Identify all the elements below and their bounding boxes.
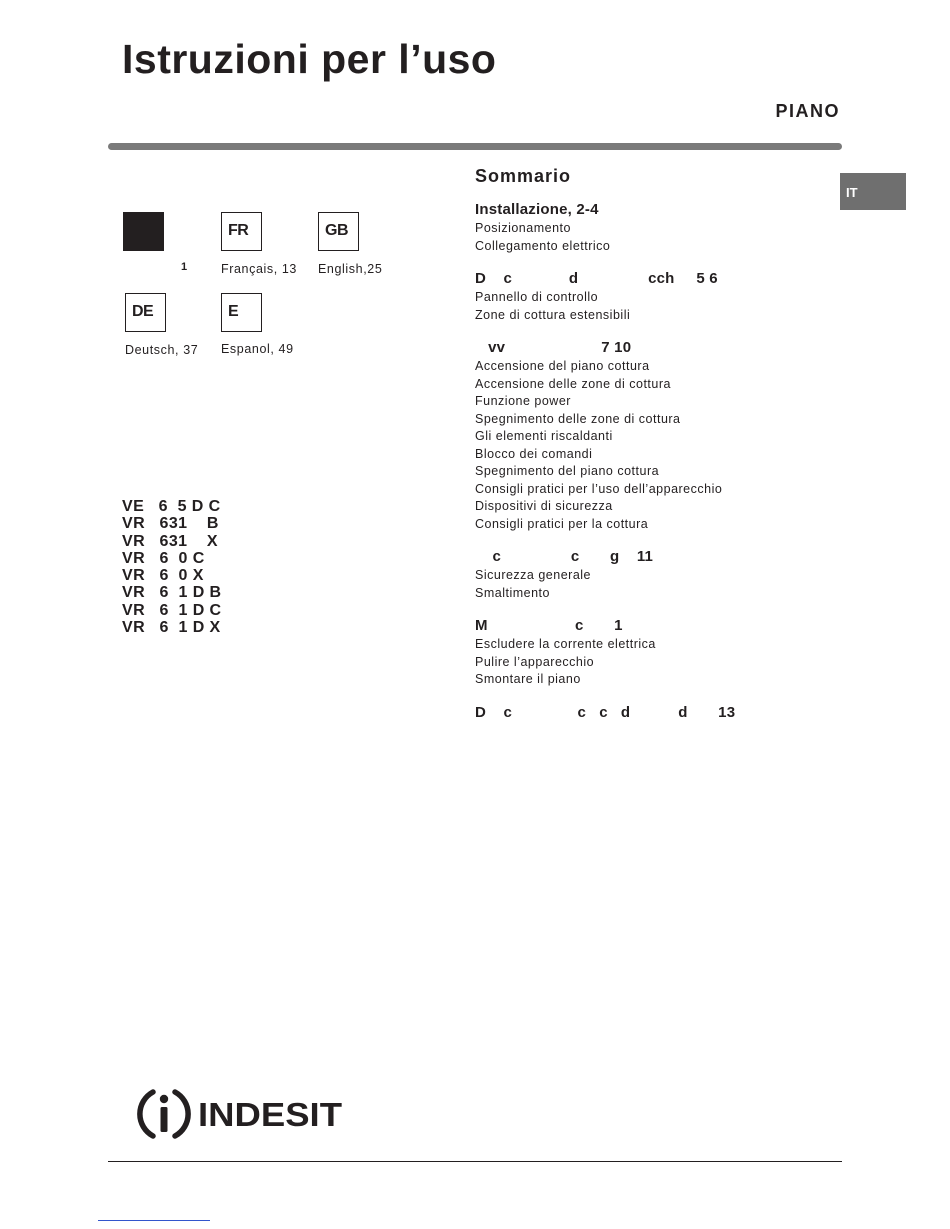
toc-item[interactable]: Accensione delle zone di cottura <box>475 376 671 391</box>
indesit-logo-mark <box>136 1084 346 1144</box>
model-code: VR 6 0 X <box>122 567 204 585</box>
flag-caption-french: Français, 13 <box>221 262 297 276</box>
toc-item[interactable]: Pannello di controllo <box>475 290 599 304</box>
flag-caption-german: Deutsch, 37 <box>125 343 199 357</box>
model-code: VR 6 1 D B <box>122 584 222 602</box>
toc-item[interactable]: Posizionamento <box>475 221 571 235</box>
toc-section-heading[interactable]: c c g 11 <box>475 548 654 565</box>
product-type: PIANO <box>775 101 840 121</box>
language-tab-label: IT <box>846 185 858 200</box>
footer-divider <box>108 1161 842 1162</box>
toc-item[interactable]: Funzione power <box>475 394 571 408</box>
toc-section-heading[interactable]: D c c c d d 13 <box>475 703 736 721</box>
toc-item[interactable]: Collegamento elettrico <box>475 238 611 253</box>
toc-section <box>475 617 855 689</box>
model-list <box>122 498 221 636</box>
flag-caption-english: English,25 <box>318 262 383 276</box>
toc-item[interactable]: Spegnimento delle zone di cottura <box>475 411 681 426</box>
toc-section <box>475 339 855 533</box>
footer-link-underline <box>98 1220 210 1221</box>
toc-item[interactable]: Smaltimento <box>475 585 550 600</box>
toc-section <box>475 270 855 324</box>
toc-section-heading[interactable]: M c 1 <box>475 617 623 634</box>
toc-section-heading[interactable]: vv 7 10 <box>475 339 632 356</box>
table-of-contents <box>475 166 855 738</box>
model-code: VE 6 5 D C <box>122 498 221 515</box>
toc-item[interactable]: Pulire l’apparecchio <box>475 654 595 669</box>
model-code: VR 6 1 D C <box>122 601 222 619</box>
toc-item[interactable]: Sicurezza generale <box>475 568 592 582</box>
toc-section <box>475 548 855 602</box>
toc-item[interactable]: Zone di cottura estensibili <box>475 307 631 322</box>
toc-section <box>475 704 855 723</box>
flag-caption-italian: 1 <box>181 261 188 273</box>
flag-french[interactable]: FR <box>221 212 262 251</box>
model-code: VR 6 1 D X <box>122 619 221 637</box>
toc-item[interactable]: Consigli pratici per l’uso dell’apparecchio <box>475 481 723 496</box>
toc-item[interactable]: Consigli pratici per la cottura <box>475 516 649 531</box>
toc-item[interactable]: Dispositivi di sicurezza <box>475 499 613 513</box>
flag-italian[interactable] <box>123 212 164 251</box>
toc-item[interactable]: Blocco dei comandi <box>475 446 593 461</box>
flag-caption-spanish: Espanol, 49 <box>221 342 294 356</box>
header-divider <box>108 143 842 150</box>
toc-item[interactable]: Gli elementi riscaldanti <box>475 429 613 443</box>
flag-spanish[interactable]: E <box>221 293 262 332</box>
page-title: Istruzioni per l’uso <box>122 36 497 82</box>
toc-item[interactable]: Accensione del piano cottura <box>475 359 650 373</box>
flag-english[interactable]: GB <box>318 212 359 251</box>
toc-section <box>475 201 855 255</box>
toc-item[interactable]: Smontare il piano <box>475 672 581 686</box>
flag-german[interactable]: DE <box>125 293 166 332</box>
model-code: VR 6 0 C <box>122 549 205 567</box>
brand-wordmark: INDESIT <box>198 1096 342 1133</box>
indesit-logo <box>136 1084 346 1149</box>
model-code: VR 631 B <box>122 515 219 533</box>
toc-item[interactable]: Spegnimento del piano cottura <box>475 464 660 478</box>
toc-section-heading[interactable]: Installazione, 2-4 <box>475 201 599 218</box>
toc-title: Sommario <box>475 166 572 186</box>
toc-item[interactable]: Escludere la corrente elettrica <box>475 637 656 651</box>
toc-section-heading[interactable]: D c d cch 5 6 <box>475 270 718 287</box>
model-code: VR 631 X <box>122 532 218 550</box>
